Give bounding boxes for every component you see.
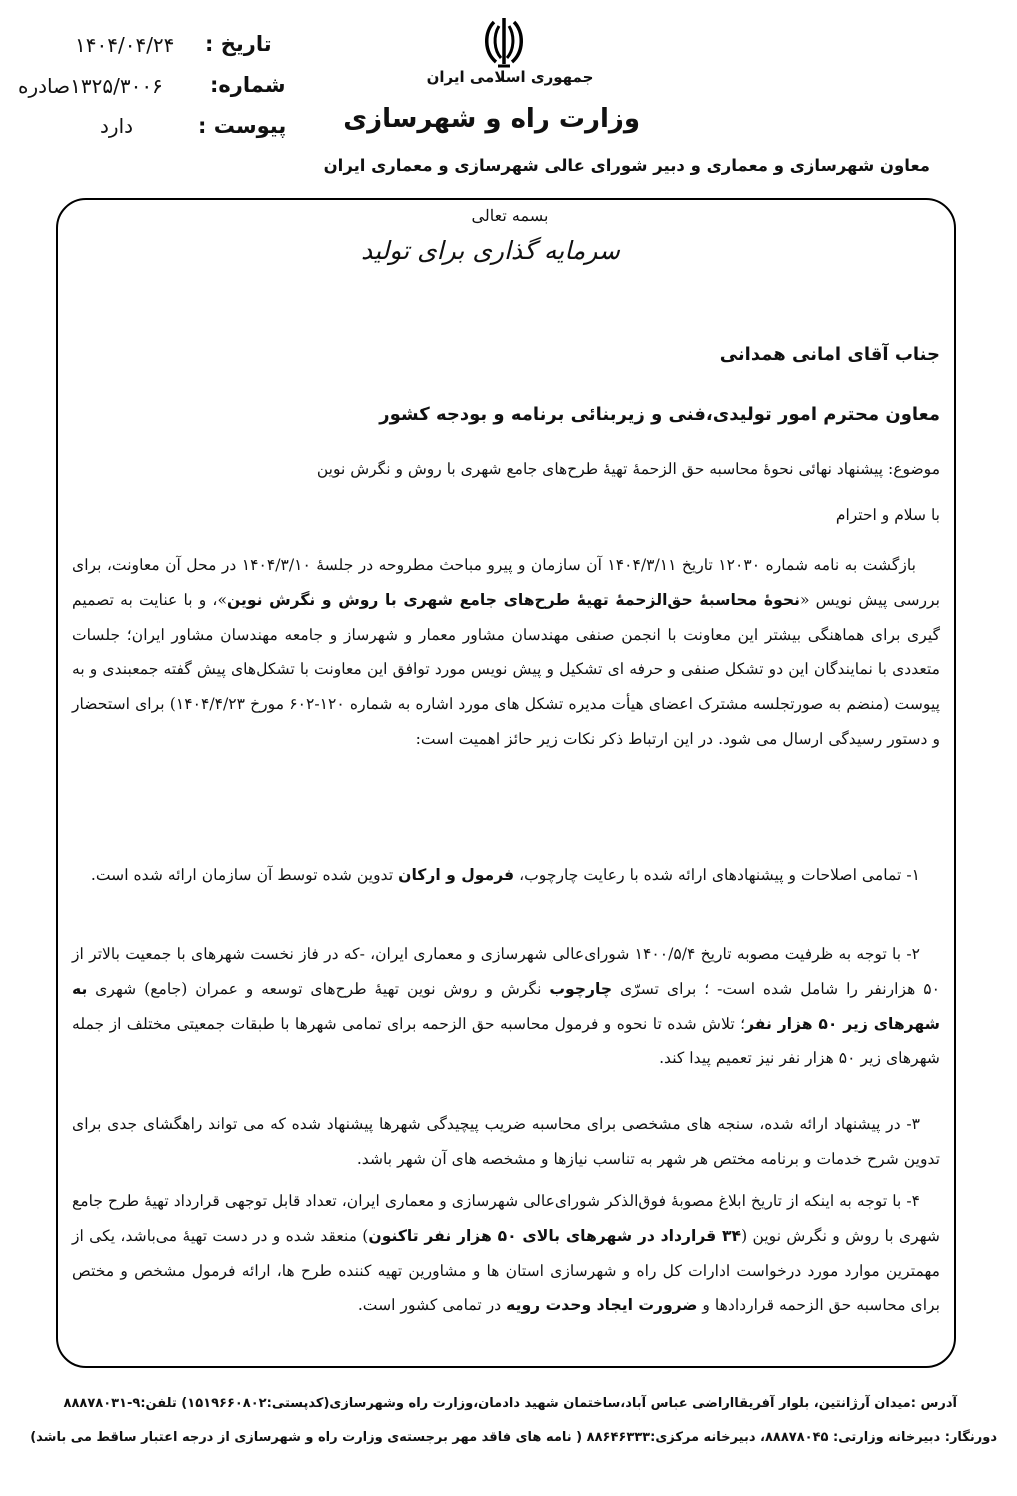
- footer-address: آدرس :میدان آرژانتین، بلوار آفریقااراضی عباس آباد،ساختمان شهید دادمان،وزارت راه وشهرسازی(کدپستی:۱۵۱۹۶۶۰۸۰۲) تلفن:۹-۸۸۸۷۸۰۳۱: [63, 1396, 957, 1411]
- item-2: ۲- با توجه به ظرفیت مصوبه تاریخ ۱۴۰۰/۵/۴ شورای‌عالی شهرسازی و معماری ایران، -که در فاز نخست شهرهای با جمعیت بالاتر از ۵۰ هزارنفر را شامل شده است- ؛ برای تسرّی چارچوب نگرش و روش نوین تهیۀ طرح‌های توسعه و عمران (جامع) شهری به شهرهای زیر ۵۰ هزار نفر؛ تلاش شده تا نحوه و فرمول محاسبه حق الزحمه برای تمامی شهرها با طبقات جمعیتی مختلف از جمله شهرهای زیر ۵۰ هزار نفر نیز تعمیم پیدا کند.: [72, 945, 940, 1068]
- number-value: ۱۳۲۵/۳۰۰۶صادره: [18, 74, 163, 98]
- intro-paragraph: بازگشت به نامه شماره ۱۲۰۳۰ تاریخ ۱۴۰۴/۳/۱۱ آن سازمان و پیرو مباحث مطروحه در جلسۀ ۱۴۰۴/۳/۱۰ در محل آن معاونت، برای بررسی پیش نویس «نحوۀ محاسبۀ حق‌الزحمۀ تهیۀ طرح‌های جامع شهری با روش و نگرش نوین»، و با عنایت به تصمیم گیری برای هماهنگی بیشتر این معاونت با انجمن صنفی مهندسان مشاور معمار و شهرساز و جامعه مهندسان مشاور ایران؛ جلسات متعددی با نمایندگان این دو تشکل صنفی و حرفه ای تشکیل و پیش نویس مورد توافق این معاونت با تشکل‌های پیش گفته جمعبندی و به پیوست (منضم به صورتجلسه مشترک اعضای هیأت مدیره تشکل های مورد اشاره به شماره ۱۲۰-۶۰۲ مورخ ۱۴۰۴/۴/۲۳) برای استحضار و دستور رسیدگی ارسال می شود. در این ارتباط ذکر نکات زیر حائز اهمیت است:: [72, 556, 940, 748]
- recipient-name: جناب آقای امانی همدانی: [719, 344, 940, 365]
- basmala: بسمه تعالی: [471, 206, 549, 225]
- footer-fax: دورنگار: دبیرخانه وزارتی: ۸۸۸۷۸۰۴۵، دبیرخانه مرکزی:۸۸۶۴۶۳۳۳ ( نامه های فاقد مهر برجسته‌ی وزارت راه و شهرسازی از درجه اعتبار ساقط می باشد): [30, 1430, 997, 1445]
- iran-emblem-icon: [480, 14, 528, 70]
- attachment-label: پیوست :: [198, 114, 287, 138]
- deputy-title: معاون شهرسازی و معماری و دبیر شورای عالی شهرسازی و معماری ایران: [323, 156, 930, 175]
- item-4: ۴- با توجه به اینکه از تاریخ ابلاغ مصوبۀ فوق‌الذکر شورای‌عالی شهرسازی و معماری ایران، تعداد قابل توجهی قرارداد تهیۀ طرح جامع شهری با روش و نگرش نوین (۳۴ قرارداد در شهرهای بالای ۵۰ هزار نفر تاکنون) منعقد شده و در دست تهیۀ می‌باشد، یکی از مهمترین موارد مورد درخواست ادارات کل راه و شهرسازی استان ها و مشاورین تهیه کننده طرح ها، ارائه فرمول مشخص و مختص برای محاسبه حق الزحمه قراردادها و ضرورت ایجاد وحدت رویه در تمامی کشور است.: [72, 1192, 941, 1315]
- recipient-title: معاون محترم امور تولیدی،فنی و زیربنائی برنامه و بودجه کشور: [379, 404, 940, 425]
- greeting: با سلام و احترام: [835, 506, 940, 524]
- item-1: ۱- تمامی اصلاحات و پیشنهادهای ارائه شده با رعایت چارچوب، فرمول و ارکان تدوین شده توسط آن سازمان ارائه شده است.: [90, 866, 920, 884]
- date-value: ۱۴۰۴/۰۴/۲۴: [75, 33, 175, 57]
- subject-line: موضوع: پیشنهاد نهائی نحوۀ محاسبه حق الزحمۀ تهیۀ طرح‌های جامع شهری با روش و نگرش نوین: [316, 460, 940, 478]
- republic-title: جمهوری اسلامی ایران: [426, 68, 594, 86]
- attachment-value: دارد: [100, 114, 134, 138]
- date-label: تاریخ :: [205, 32, 272, 56]
- item-3: ۳- در پیشنهاد ارائه شده، سنجه های مشخصی برای محاسبه ضریب پیچیدگی شهرها پیشنهاد شده که می تواند راهگشای جدی برای تدوین شرح خدمات و برنامه مختص هر شهر به تناسب نیازها و مشخصه های آن شهر باشد.: [72, 1115, 940, 1168]
- slogan: سرمایه گذاری برای تولید: [361, 236, 620, 265]
- ministry-title: وزارت راه و شهرسازی: [343, 104, 640, 134]
- number-label: شماره:: [210, 73, 286, 97]
